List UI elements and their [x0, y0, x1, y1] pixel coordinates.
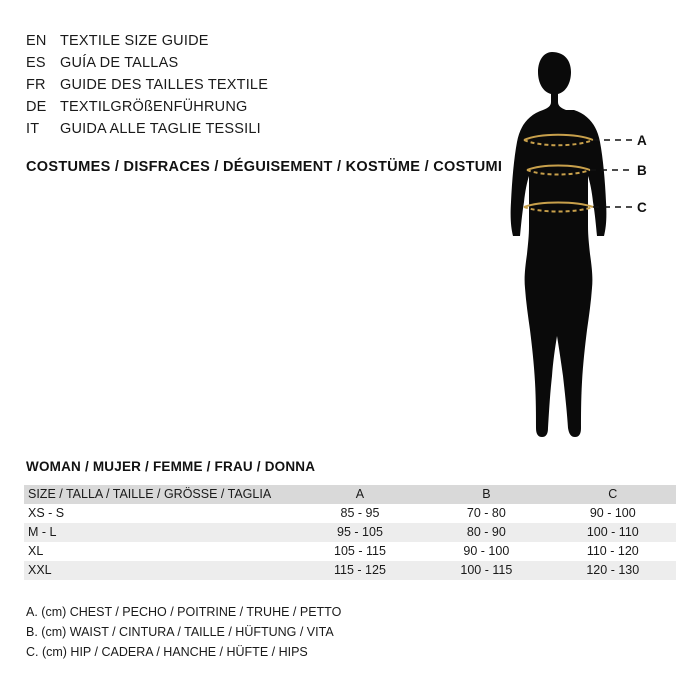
table-row — [24, 523, 676, 542]
cell-size: XS - S — [28, 506, 65, 520]
language-title: GUIDE DES TAILLES TEXTILE — [60, 77, 269, 93]
language-row — [26, 55, 466, 77]
cell-b: 70 - 80 — [466, 506, 506, 520]
cell-a: 85 - 95 — [340, 506, 380, 520]
language-title: GUIDA ALLE TAGLIE TESSILI — [60, 121, 261, 137]
cell-b: 100 - 115 — [460, 563, 513, 577]
cell-b: 80 - 90 — [466, 525, 506, 539]
language-row — [26, 33, 466, 55]
measure-label-c: C — [637, 200, 647, 215]
language-code: DE — [26, 99, 47, 115]
cell-size: XXL — [28, 563, 52, 577]
language-code: IT — [26, 121, 40, 137]
measure-label-group — [480, 30, 680, 440]
cell-b: 90 - 100 — [463, 544, 510, 558]
language-list — [26, 33, 466, 143]
language-code: EN — [26, 33, 47, 49]
note-hip: C. (cm) HIP / CADERA / HANCHE / HÜFTE / HIPS — [26, 645, 308, 659]
language-row — [26, 121, 466, 143]
table-row — [24, 561, 676, 580]
language-row — [26, 77, 466, 99]
language-title: TEXTILGRÖßENFÜHRUNG — [60, 99, 248, 115]
language-code: ES — [26, 55, 46, 71]
cell-size: XL — [28, 544, 44, 558]
table-row — [24, 542, 676, 561]
measure-label-a: A — [637, 133, 647, 148]
note-chest: A. (cm) CHEST / PECHO / POITRINE / TRUHE / PETTO — [26, 605, 342, 619]
size-table — [24, 485, 676, 580]
header-b: B — [482, 487, 491, 501]
cell-c: 100 - 110 — [586, 525, 639, 539]
language-title: GUÍA DE TALLAS — [60, 55, 179, 71]
measurement-notes — [26, 602, 341, 662]
table-title: WOMAN / MUJER / FEMME / FRAU / DONNA — [26, 459, 316, 474]
cell-a: 105 - 115 — [334, 544, 386, 558]
header-a: A — [355, 487, 365, 501]
body-figure — [480, 30, 680, 440]
header-size: SIZE / TALLA / TAILLE / GRÖSSE / TAGLIA — [28, 487, 272, 501]
cell-c: 110 - 120 — [586, 544, 639, 558]
table-row — [24, 504, 676, 523]
cell-a: 95 - 105 — [337, 525, 383, 539]
language-title: TEXTILE SIZE GUIDE — [60, 33, 209, 49]
costumes-subtitle: COSTUMES / DISFRACES / DÉGUISEMENT / KOSTÜME / COSTUMI — [26, 159, 503, 175]
measure-label-b: B — [637, 163, 647, 178]
note-waist: B. (cm) WAIST / CINTURA / TAILLE / HÜFTUNG / VITA — [26, 625, 334, 639]
cell-a: 115 - 125 — [334, 563, 386, 577]
cell-c: 90 - 100 — [589, 506, 636, 520]
table-header-row — [24, 485, 676, 504]
cell-size: M - L — [28, 525, 57, 539]
language-code: FR — [26, 77, 46, 93]
header-c: C — [608, 487, 618, 501]
language-row — [26, 99, 466, 121]
cell-c: 120 - 130 — [586, 563, 640, 577]
